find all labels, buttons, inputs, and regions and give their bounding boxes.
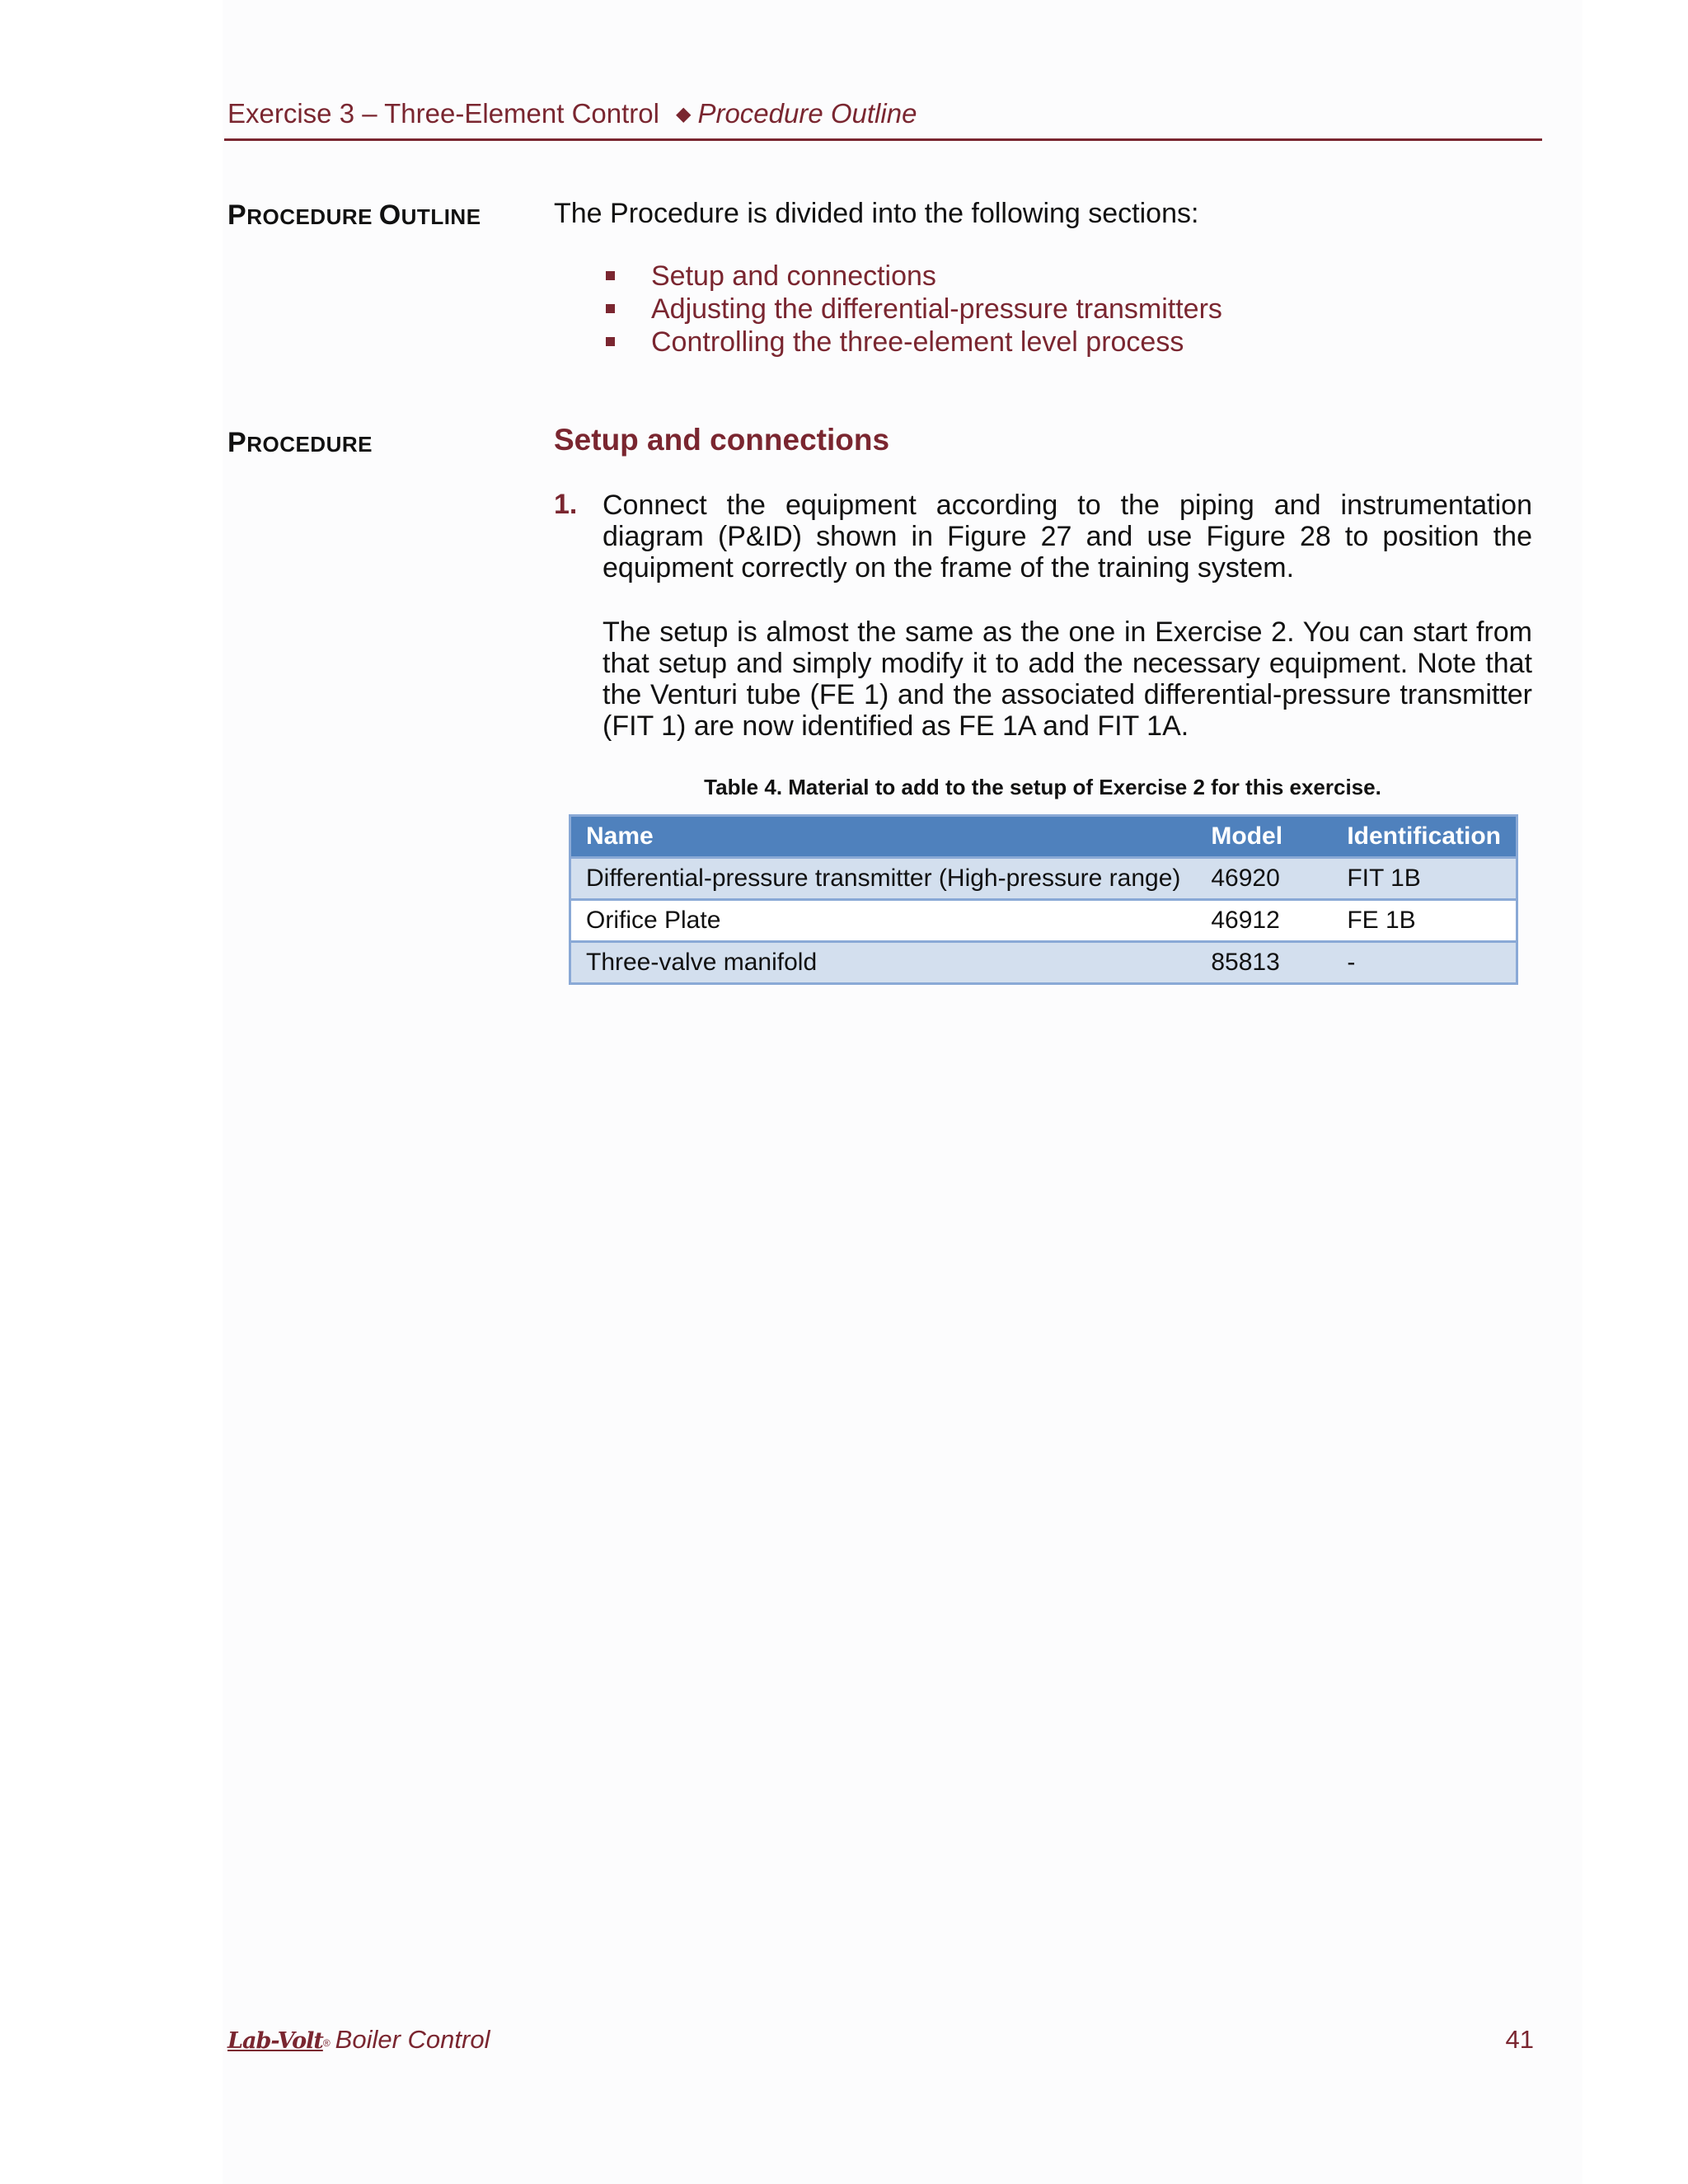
registered-mark: ®	[322, 2037, 331, 2049]
cell-name: Differential-pressure transmitter (High-pressure range)	[570, 858, 1197, 900]
column-header-identification: Identification	[1332, 816, 1517, 858]
page-number: 41	[1505, 2025, 1534, 2054]
list-item: Controlling the three-element level process	[602, 326, 1222, 359]
column-header-model: Model	[1196, 816, 1332, 858]
step-text: Connect the equipment according to the piping and instrumentation diagram (P&ID) shown in Figure 27 and use Figure 28 to position the equipment correctly on the frame of the training system.	[603, 490, 1532, 583]
cell-name: Orifice Plate	[570, 900, 1197, 942]
cell-name: Three-valve manifold	[570, 942, 1197, 984]
square-bullet-icon	[606, 337, 615, 346]
column-header-name: Name	[570, 816, 1197, 858]
list-item: Adjusting the differential-pressure transmitters	[602, 293, 1222, 326]
outline-list	[602, 260, 1222, 359]
page-footer	[227, 2023, 1534, 2060]
running-header	[227, 96, 1542, 132]
table-header-row	[570, 816, 1517, 858]
cell-identification: FE 1B	[1332, 900, 1517, 942]
table-row	[570, 900, 1517, 942]
table-row	[570, 858, 1517, 900]
header-section: Procedure Outline	[697, 98, 917, 129]
cell-model: 85813	[1196, 942, 1332, 984]
table-row	[570, 942, 1517, 984]
list-item: Setup and connections	[602, 260, 1222, 293]
table-caption: Table 4. Material to add to the setup of Exercise 2 for this exercise.	[704, 775, 1381, 799]
diamond-icon: ◆	[675, 103, 692, 125]
cell-model: 46920	[1196, 858, 1332, 900]
cell-model: 46912	[1196, 900, 1332, 942]
footer-product: Boiler Control	[335, 2025, 490, 2054]
square-bullet-icon	[606, 304, 615, 313]
procedure-heading: PROCEDURE	[227, 427, 373, 458]
section-title: Setup and connections	[554, 423, 890, 457]
procedure-outline-heading: PROCEDURE OUTLINE	[227, 199, 481, 231]
square-bullet-icon	[606, 271, 615, 280]
outline-intro: The Procedure is divided into the following sections:	[554, 198, 1199, 229]
lab-volt-logo: Lab-Volt	[227, 2028, 323, 2054]
cell-identification: FIT 1B	[1332, 858, 1517, 900]
header-rule	[224, 138, 1542, 141]
material-table	[569, 814, 1518, 985]
cell-identification: -	[1332, 942, 1517, 984]
header-chapter: Exercise 3 – Three-Element Control	[227, 98, 659, 129]
note-text: The setup is almost the same as the one in Exercise 2. You can start from that setup and simply modify it to add the necessary equipment. Note that the Venturi tube (FE 1) and the associated differential-pressure transmitter (FIT 1) are now identified as FE 1A and FIT 1A.	[603, 616, 1532, 742]
step-number: 1.	[554, 489, 578, 520]
